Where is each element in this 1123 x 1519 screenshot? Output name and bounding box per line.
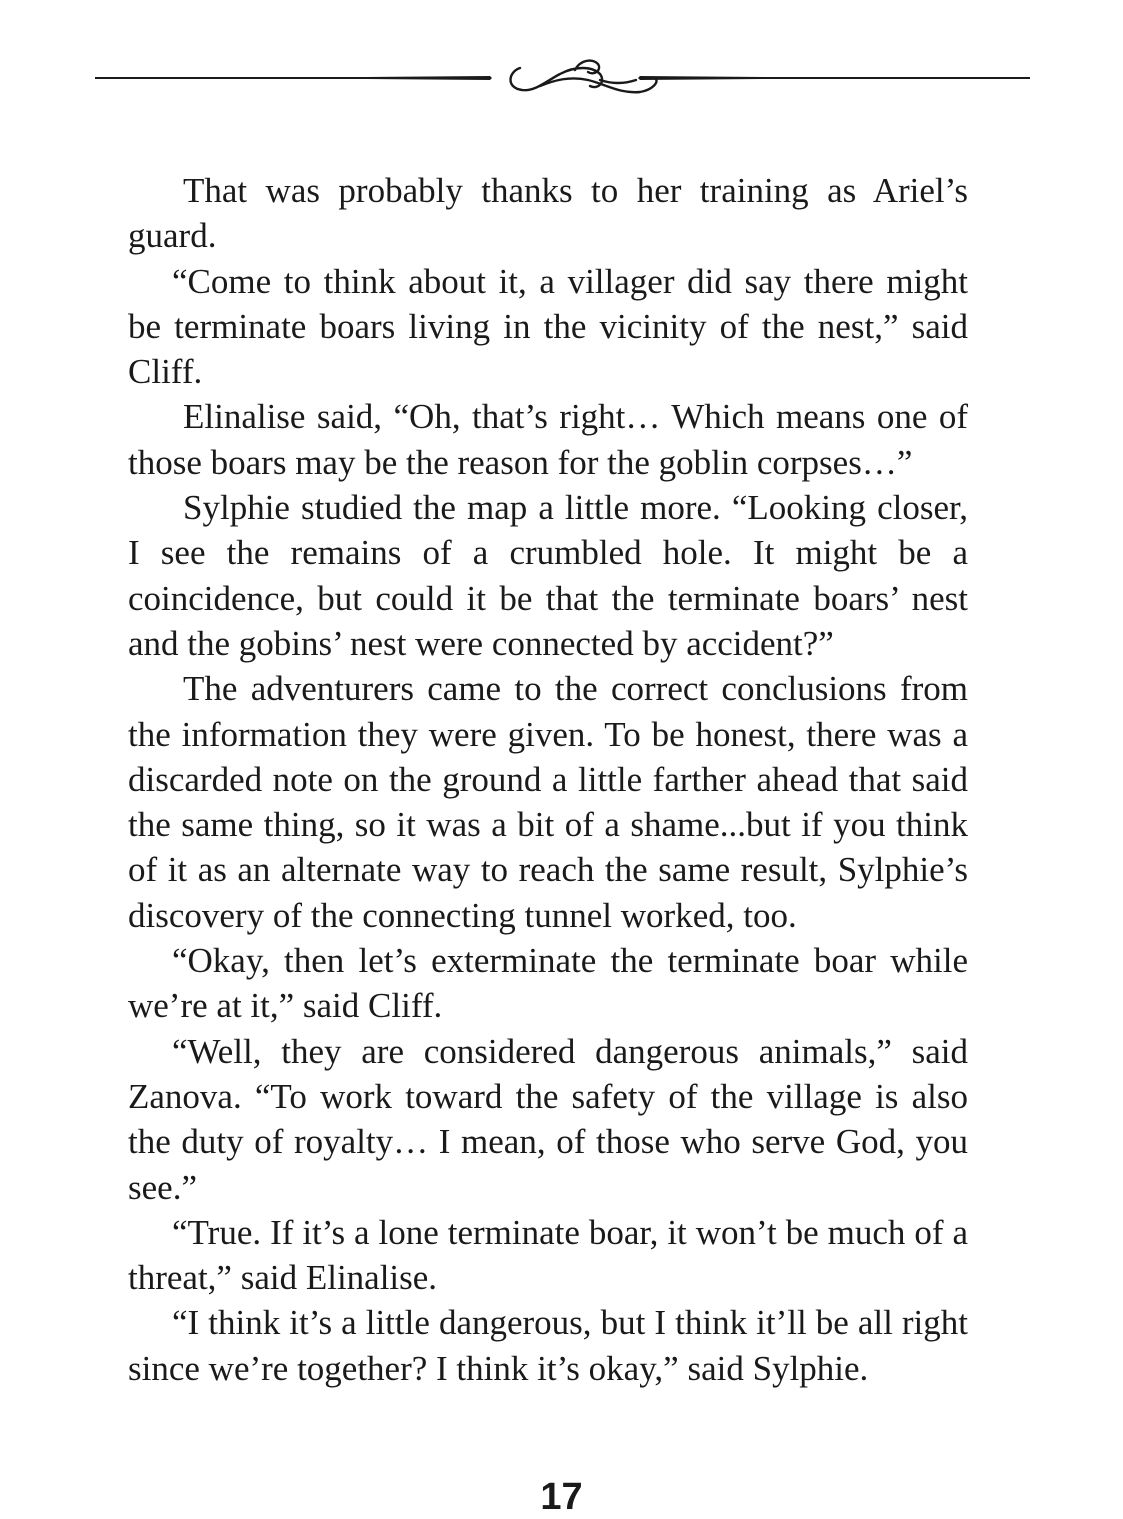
paragraph: Sylphie studied the map a little more. “Looking closer, I see the remains of a crumbled hole. It might be a coincidence, but could it be that the terminate boars’ nest and the gobins’ nest were connected by accident?” (128, 488, 968, 663)
paragraph: Elinalise said, “Oh, that’s right… Which means one of those boars may be the reason for the goblin corpses…” (128, 397, 968, 482)
paragraph: The adventurers came to the correct conclusions from the information they were given. To be honest, there was a discarded note on the ground a little farther ahead that said the same thing, so it was a bit of a shame...but if you think of it as an alternate way to reach the same result, Sylphie’s discovery of the connecting tunnel worked, too. (128, 669, 968, 935)
paragraph: “Okay, then let’s exterminate the terminate boar while we’re at it,” said Cliff. (128, 941, 968, 1026)
header-ornament (0, 40, 1123, 120)
paragraph: “I think it’s a little dangerous, but I think it’ll be all right since we’re together? I think it’s okay,” said Sylphie. (128, 1303, 968, 1388)
ornament-rule-right-bold (638, 76, 900, 80)
paragraph: “True. If it’s a lone terminate boar, it won’t be much of a threat,” said Elinalise. (128, 1212, 968, 1298)
paragraph: “Well, they are considered dangerous animals,” said Zanova. “To work toward the safety of the village is also the duty of royalty… I mean, of those who serve God, you see.” (128, 1031, 968, 1207)
page-number: 17 (540, 1476, 583, 1518)
body-text (128, 168, 968, 1391)
ornament-rule-left-bold (230, 76, 492, 80)
paragraph: “Come to think about it, a villager did say there might be terminate boars living in the vicinity of the nest,” said Cliff. (128, 261, 968, 392)
paragraph: That was probably thanks to her training as Ariel’s guard. (128, 171, 968, 256)
flourish-icon (511, 61, 657, 93)
